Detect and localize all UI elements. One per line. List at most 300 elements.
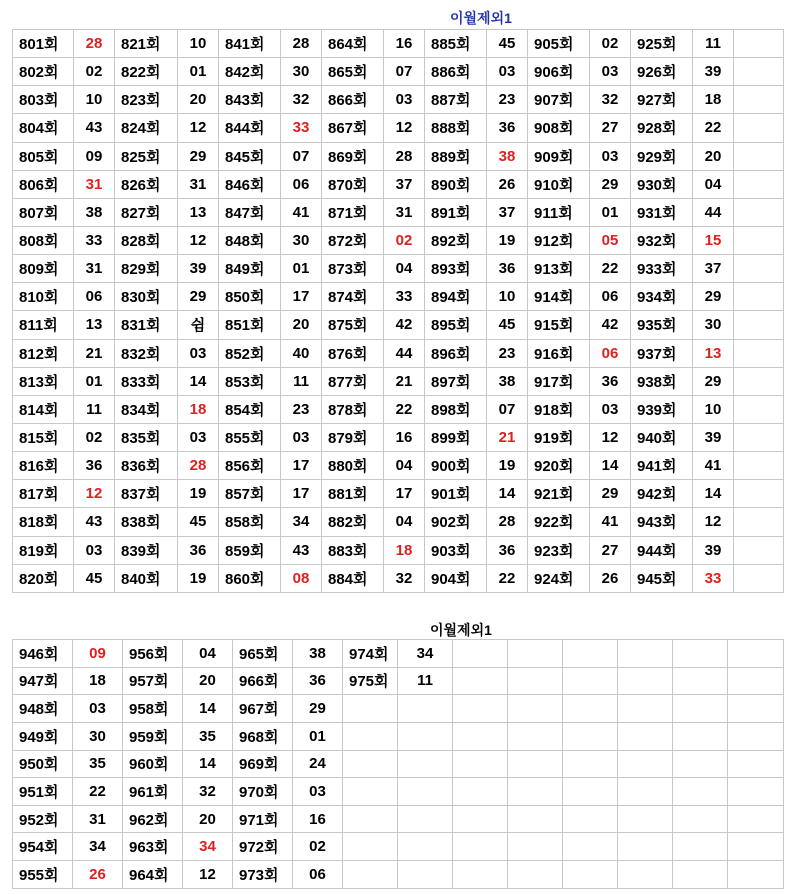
empty-cell	[453, 640, 508, 668]
excluded-number-cell: 03	[178, 423, 219, 451]
excluded-number-cell: 03	[487, 58, 528, 86]
excluded-number-cell: 32	[384, 564, 425, 592]
excluded-number-cell: 12	[693, 508, 734, 536]
table-row	[13, 452, 784, 480]
empty-cell	[618, 833, 673, 861]
table-row	[13, 423, 784, 451]
draw-number-cell: 856회	[219, 452, 281, 480]
draw-number-cell: 944회	[631, 536, 693, 564]
draw-number-cell: 885회	[425, 30, 487, 58]
draw-number-cell: 831회	[115, 311, 178, 339]
draw-number-cell: 877회	[322, 367, 384, 395]
empty-cell	[618, 695, 673, 723]
empty-cell	[734, 86, 784, 114]
excluded-number-cell: 03	[74, 536, 115, 564]
empty-cell	[563, 750, 618, 778]
excluded-number-cell: 34	[398, 640, 453, 668]
draw-number-cell: 853회	[219, 367, 281, 395]
empty-cell	[673, 722, 728, 750]
draw-number-cell: 966회	[233, 667, 293, 695]
draw-number-cell: 937회	[631, 339, 693, 367]
draw-number-cell: 838회	[115, 508, 178, 536]
excluded-number-cell: 03	[590, 395, 631, 423]
excluded-number-cell: 36	[487, 114, 528, 142]
empty-cell	[673, 833, 728, 861]
excluded-number-cell: 19	[487, 452, 528, 480]
draw-number-cell: 948회	[13, 695, 73, 723]
empty-cell	[618, 640, 673, 668]
draw-number-cell: 814회	[13, 395, 74, 423]
excluded-number-cell: 30	[281, 226, 322, 254]
table-row	[13, 480, 784, 508]
draw-number-cell: 802회	[13, 58, 74, 86]
draw-number-cell: 851회	[219, 311, 281, 339]
excluded-number-cell: 02	[293, 833, 343, 861]
draw-number-cell: 898회	[425, 395, 487, 423]
table-row	[13, 114, 784, 142]
excluded-number-cell: 29	[178, 142, 219, 170]
draw-number-cell: 890회	[425, 170, 487, 198]
table-row	[13, 198, 784, 226]
empty-cell	[734, 367, 784, 395]
draw-number-cell: 803회	[13, 86, 74, 114]
draw-number-cell: 922회	[528, 508, 590, 536]
empty-cell	[563, 778, 618, 806]
draw-number-cell: 866회	[322, 86, 384, 114]
table-row	[13, 170, 784, 198]
table-row	[13, 30, 784, 58]
excluded-number-cell: 04	[384, 452, 425, 480]
draw-number-cell: 965회	[233, 640, 293, 668]
draw-number-cell: 854회	[219, 395, 281, 423]
draw-number-cell: 889회	[425, 142, 487, 170]
excluded-number-cell: 02	[590, 30, 631, 58]
draw-number-cell: 964회	[123, 861, 183, 889]
excluded-number-cell: 35	[73, 750, 123, 778]
table-row	[13, 778, 784, 806]
excluded-number-cell: 14	[487, 480, 528, 508]
excluded-number-cell: 41	[590, 508, 631, 536]
excluded-number-cell: 쉼	[178, 311, 219, 339]
empty-cell	[673, 778, 728, 806]
draw-number-cell: 836회	[115, 452, 178, 480]
draw-number-cell: 804회	[13, 114, 74, 142]
draw-number-cell: 907회	[528, 86, 590, 114]
empty-cell	[734, 311, 784, 339]
table-row	[13, 142, 784, 170]
empty-cell	[398, 805, 453, 833]
draw-number-cell: 949회	[13, 722, 73, 750]
draw-number-cell: 909회	[528, 142, 590, 170]
excluded-number-cell: 28	[74, 30, 115, 58]
excluded-number-cell: 12	[178, 226, 219, 254]
draw-number-cell: 954회	[13, 833, 73, 861]
empty-cell	[734, 30, 784, 58]
excluded-number-cell: 03	[178, 339, 219, 367]
draw-number-cell: 876회	[322, 339, 384, 367]
excluded-number-cell: 03	[293, 778, 343, 806]
excluded-number-cell: 36	[293, 667, 343, 695]
excluded-number-cell: 33	[693, 564, 734, 592]
draw-number-cell: 955회	[13, 861, 73, 889]
excluded-number-cell: 43	[74, 508, 115, 536]
empty-cell	[398, 861, 453, 889]
draw-number-cell: 849회	[219, 255, 281, 283]
table-row	[13, 255, 784, 283]
excluded-number-cell: 17	[384, 480, 425, 508]
empty-cell	[734, 564, 784, 592]
draw-number-cell: 968회	[233, 722, 293, 750]
draw-number-cell: 810회	[13, 283, 74, 311]
excluded-number-cell: 14	[183, 750, 233, 778]
draw-number-cell: 917회	[528, 367, 590, 395]
excluded-number-cell: 03	[73, 695, 123, 723]
excluded-number-cell: 39	[693, 423, 734, 451]
draw-number-cell: 828회	[115, 226, 178, 254]
empty-cell	[343, 695, 398, 723]
empty-cell	[728, 695, 784, 723]
empty-cell	[343, 833, 398, 861]
draw-number-cell: 834회	[115, 395, 178, 423]
excluded-number-cell: 01	[590, 198, 631, 226]
table-row	[13, 226, 784, 254]
excluded-number-cell: 37	[487, 198, 528, 226]
excluded-number-cell: 31	[178, 170, 219, 198]
empty-cell	[734, 142, 784, 170]
draw-number-cell: 870회	[322, 170, 384, 198]
draw-number-cell: 812회	[13, 339, 74, 367]
excluded-number-cell: 13	[74, 311, 115, 339]
empty-cell	[453, 695, 508, 723]
excluded-number-cell: 01	[281, 255, 322, 283]
excluded-number-cell: 37	[693, 255, 734, 283]
excluded-number-cell: 12	[384, 114, 425, 142]
draw-number-cell: 926회	[631, 58, 693, 86]
excluded-number-cell: 36	[487, 536, 528, 564]
draw-number-cell: 901회	[425, 480, 487, 508]
draw-number-cell: 921회	[528, 480, 590, 508]
excluded-number-cell: 32	[590, 86, 631, 114]
excluded-number-cell: 33	[74, 226, 115, 254]
excluded-number-cell: 29	[590, 170, 631, 198]
excluded-number-cell: 01	[293, 722, 343, 750]
excluded-number-cell: 36	[590, 367, 631, 395]
draw-number-cell: 910회	[528, 170, 590, 198]
table-row	[13, 695, 784, 723]
draw-number-cell: 875회	[322, 311, 384, 339]
excluded-number-cell: 11	[281, 367, 322, 395]
draw-number-cell: 947회	[13, 667, 73, 695]
empty-cell	[453, 750, 508, 778]
draw-number-cell: 864회	[322, 30, 384, 58]
excluded-number-cell: 07	[281, 142, 322, 170]
draw-number-cell: 920회	[528, 452, 590, 480]
empty-cell	[734, 170, 784, 198]
empty-cell	[398, 833, 453, 861]
excluded-number-cell: 07	[487, 395, 528, 423]
table-row	[13, 750, 784, 778]
empty-cell	[563, 695, 618, 723]
table-row	[13, 58, 784, 86]
empty-cell	[728, 750, 784, 778]
excluded-number-cell: 10	[487, 283, 528, 311]
empty-cell	[453, 722, 508, 750]
excluded-number-cell: 02	[74, 423, 115, 451]
excluded-number-cell: 36	[487, 255, 528, 283]
draw-number-cell: 858회	[219, 508, 281, 536]
draw-number-cell: 874회	[322, 283, 384, 311]
excluded-number-cell: 32	[183, 778, 233, 806]
draw-number-cell: 830회	[115, 283, 178, 311]
draw-number-cell: 888회	[425, 114, 487, 142]
draw-number-cell: 829회	[115, 255, 178, 283]
empty-cell	[728, 640, 784, 668]
excluded-number-cell: 17	[281, 480, 322, 508]
excluded-number-cell: 40	[281, 339, 322, 367]
draw-number-cell: 852회	[219, 339, 281, 367]
draw-number-cell: 911회	[528, 198, 590, 226]
excluded-number-cell: 20	[281, 311, 322, 339]
empty-cell	[728, 667, 784, 695]
draw-number-cell: 833회	[115, 367, 178, 395]
empty-cell	[343, 861, 398, 889]
draw-number-cell: 902회	[425, 508, 487, 536]
draw-number-cell: 933회	[631, 255, 693, 283]
draw-number-cell: 896회	[425, 339, 487, 367]
draw-number-cell: 956회	[123, 640, 183, 668]
draw-number-cell: 899회	[425, 423, 487, 451]
draw-number-cell: 859회	[219, 536, 281, 564]
draw-number-cell: 943회	[631, 508, 693, 536]
empty-cell	[673, 750, 728, 778]
empty-cell	[618, 722, 673, 750]
excluded-number-cell: 26	[487, 170, 528, 198]
bottom-table-title: 이월제외1	[430, 622, 492, 638]
draw-number-cell: 808회	[13, 226, 74, 254]
draw-number-cell: 841회	[219, 30, 281, 58]
excluded-number-cell: 18	[384, 536, 425, 564]
excluded-number-cell: 33	[384, 283, 425, 311]
table-row	[13, 283, 784, 311]
excluded-number-cell: 38	[487, 142, 528, 170]
draw-number-cell: 883회	[322, 536, 384, 564]
excluded-number-cell: 27	[590, 536, 631, 564]
draw-number-cell: 805회	[13, 142, 74, 170]
draw-number-cell: 881회	[322, 480, 384, 508]
empty-cell	[453, 861, 508, 889]
excluded-number-cell: 04	[183, 640, 233, 668]
empty-cell	[734, 339, 784, 367]
empty-cell	[343, 750, 398, 778]
draw-number-cell: 824회	[115, 114, 178, 142]
excluded-number-cell: 39	[178, 255, 219, 283]
excluded-number-cell: 07	[384, 58, 425, 86]
empty-cell	[508, 695, 563, 723]
draw-number-cell: 816회	[13, 452, 74, 480]
draw-number-cell: 825회	[115, 142, 178, 170]
draw-number-cell: 835회	[115, 423, 178, 451]
empty-cell	[734, 226, 784, 254]
draw-number-cell: 837회	[115, 480, 178, 508]
draw-number-cell: 872회	[322, 226, 384, 254]
draw-number-cell: 972회	[233, 833, 293, 861]
draw-number-cell: 970회	[233, 778, 293, 806]
empty-cell	[618, 750, 673, 778]
draw-number-cell: 971회	[233, 805, 293, 833]
draw-number-cell: 967회	[233, 695, 293, 723]
excluded-number-cell: 37	[384, 170, 425, 198]
empty-cell	[453, 667, 508, 695]
table-row	[13, 311, 784, 339]
excluded-number-cell: 11	[398, 667, 453, 695]
draw-number-cell: 845회	[219, 142, 281, 170]
draw-number-cell: 855회	[219, 423, 281, 451]
draw-number-cell: 880회	[322, 452, 384, 480]
empty-cell	[728, 778, 784, 806]
excluded-number-cell: 03	[590, 58, 631, 86]
table-row	[13, 367, 784, 395]
draw-number-cell: 930회	[631, 170, 693, 198]
excluded-number-cell: 38	[293, 640, 343, 668]
draw-number-cell: 806회	[13, 170, 74, 198]
excluded-number-cell: 30	[73, 722, 123, 750]
excluded-number-cell: 20	[178, 86, 219, 114]
draw-number-cell: 973회	[233, 861, 293, 889]
draw-number-cell: 950회	[13, 750, 73, 778]
draw-number-cell: 873회	[322, 255, 384, 283]
draw-number-cell: 827회	[115, 198, 178, 226]
excluded-number-cell: 36	[74, 452, 115, 480]
excluded-number-cell: 28	[281, 30, 322, 58]
draw-number-cell: 942회	[631, 480, 693, 508]
excluded-number-cell: 31	[74, 170, 115, 198]
excluded-number-cell: 31	[74, 255, 115, 283]
excluded-number-cell: 16	[293, 805, 343, 833]
draw-number-cell: 826회	[115, 170, 178, 198]
excluded-number-cell: 32	[281, 86, 322, 114]
empty-cell	[343, 805, 398, 833]
table-row	[13, 861, 784, 889]
empty-cell	[563, 833, 618, 861]
excluded-number-cell: 12	[178, 114, 219, 142]
excluded-number-cell: 13	[178, 198, 219, 226]
draw-number-cell: 894회	[425, 283, 487, 311]
excluded-number-cell: 09	[74, 142, 115, 170]
excluded-number-cell: 41	[281, 198, 322, 226]
excluded-number-cell: 18	[178, 395, 219, 423]
table-row	[13, 508, 784, 536]
excluded-number-cell: 09	[73, 640, 123, 668]
draw-number-cell: 935회	[631, 311, 693, 339]
draw-number-cell: 850회	[219, 283, 281, 311]
excluded-number-cell: 14	[178, 367, 219, 395]
draw-number-cell: 878회	[322, 395, 384, 423]
empty-cell	[508, 833, 563, 861]
excluded-number-cell: 23	[487, 339, 528, 367]
draw-number-cell: 867회	[322, 114, 384, 142]
excluded-number-cell: 42	[590, 311, 631, 339]
draw-number-cell: 821회	[115, 30, 178, 58]
excluded-number-cell: 21	[74, 339, 115, 367]
excluded-number-cell: 14	[693, 480, 734, 508]
empty-cell	[673, 695, 728, 723]
excluded-number-cell: 45	[178, 508, 219, 536]
empty-cell	[618, 805, 673, 833]
empty-cell	[453, 805, 508, 833]
draw-number-cell: 928회	[631, 114, 693, 142]
empty-cell	[734, 283, 784, 311]
empty-cell	[563, 805, 618, 833]
draw-number-cell: 801회	[13, 30, 74, 58]
excluded-number-cell: 36	[178, 536, 219, 564]
excluded-number-cell: 23	[281, 395, 322, 423]
draw-number-cell: 882회	[322, 508, 384, 536]
empty-cell	[734, 423, 784, 451]
excluded-number-cell: 28	[178, 452, 219, 480]
draw-number-cell: 918회	[528, 395, 590, 423]
empty-cell	[563, 667, 618, 695]
draw-number-cell: 951회	[13, 778, 73, 806]
empty-cell	[563, 722, 618, 750]
draw-number-cell: 811회	[13, 311, 74, 339]
excluded-number-cell: 26	[590, 564, 631, 592]
draw-number-cell: 940회	[631, 423, 693, 451]
draw-number-cell: 848회	[219, 226, 281, 254]
excluded-number-cell: 29	[693, 283, 734, 311]
excluded-number-cell: 30	[693, 311, 734, 339]
excluded-number-cell: 34	[73, 833, 123, 861]
excluded-number-cell: 08	[281, 564, 322, 592]
excluded-number-cell: 45	[487, 311, 528, 339]
draw-number-cell: 969회	[233, 750, 293, 778]
draw-number-cell: 813회	[13, 367, 74, 395]
draw-number-cell: 839회	[115, 536, 178, 564]
excluded-number-cell: 22	[73, 778, 123, 806]
empty-cell	[508, 778, 563, 806]
empty-cell	[734, 480, 784, 508]
empty-cell	[728, 722, 784, 750]
draw-number-cell: 912회	[528, 226, 590, 254]
draw-number-cell: 959회	[123, 722, 183, 750]
draw-number-cell: 924회	[528, 564, 590, 592]
excluded-number-cell: 11	[74, 395, 115, 423]
top-table-title: 이월제외1	[450, 10, 512, 26]
empty-cell	[343, 778, 398, 806]
excluded-number-cell: 14	[183, 695, 233, 723]
draw-number-cell: 905회	[528, 30, 590, 58]
empty-cell	[728, 861, 784, 889]
excluded-number-cell: 06	[293, 861, 343, 889]
excluded-number-cell: 10	[74, 86, 115, 114]
draw-number-cell: 904회	[425, 564, 487, 592]
draw-number-cell: 957회	[123, 667, 183, 695]
draw-number-cell: 932회	[631, 226, 693, 254]
draw-number-cell: 958회	[123, 695, 183, 723]
draw-number-cell: 815회	[13, 423, 74, 451]
draw-number-cell: 946회	[13, 640, 73, 668]
draw-number-cell: 871회	[322, 198, 384, 226]
empty-cell	[398, 695, 453, 723]
excluded-number-cell: 45	[74, 564, 115, 592]
excluded-number-cell: 22	[590, 255, 631, 283]
excluded-number-cell: 28	[487, 508, 528, 536]
empty-cell	[618, 667, 673, 695]
draw-number-cell: 923회	[528, 536, 590, 564]
excluded-number-cell: 04	[693, 170, 734, 198]
excluded-number-cell: 22	[384, 395, 425, 423]
excluded-number-cell: 01	[178, 58, 219, 86]
draw-number-cell: 908회	[528, 114, 590, 142]
